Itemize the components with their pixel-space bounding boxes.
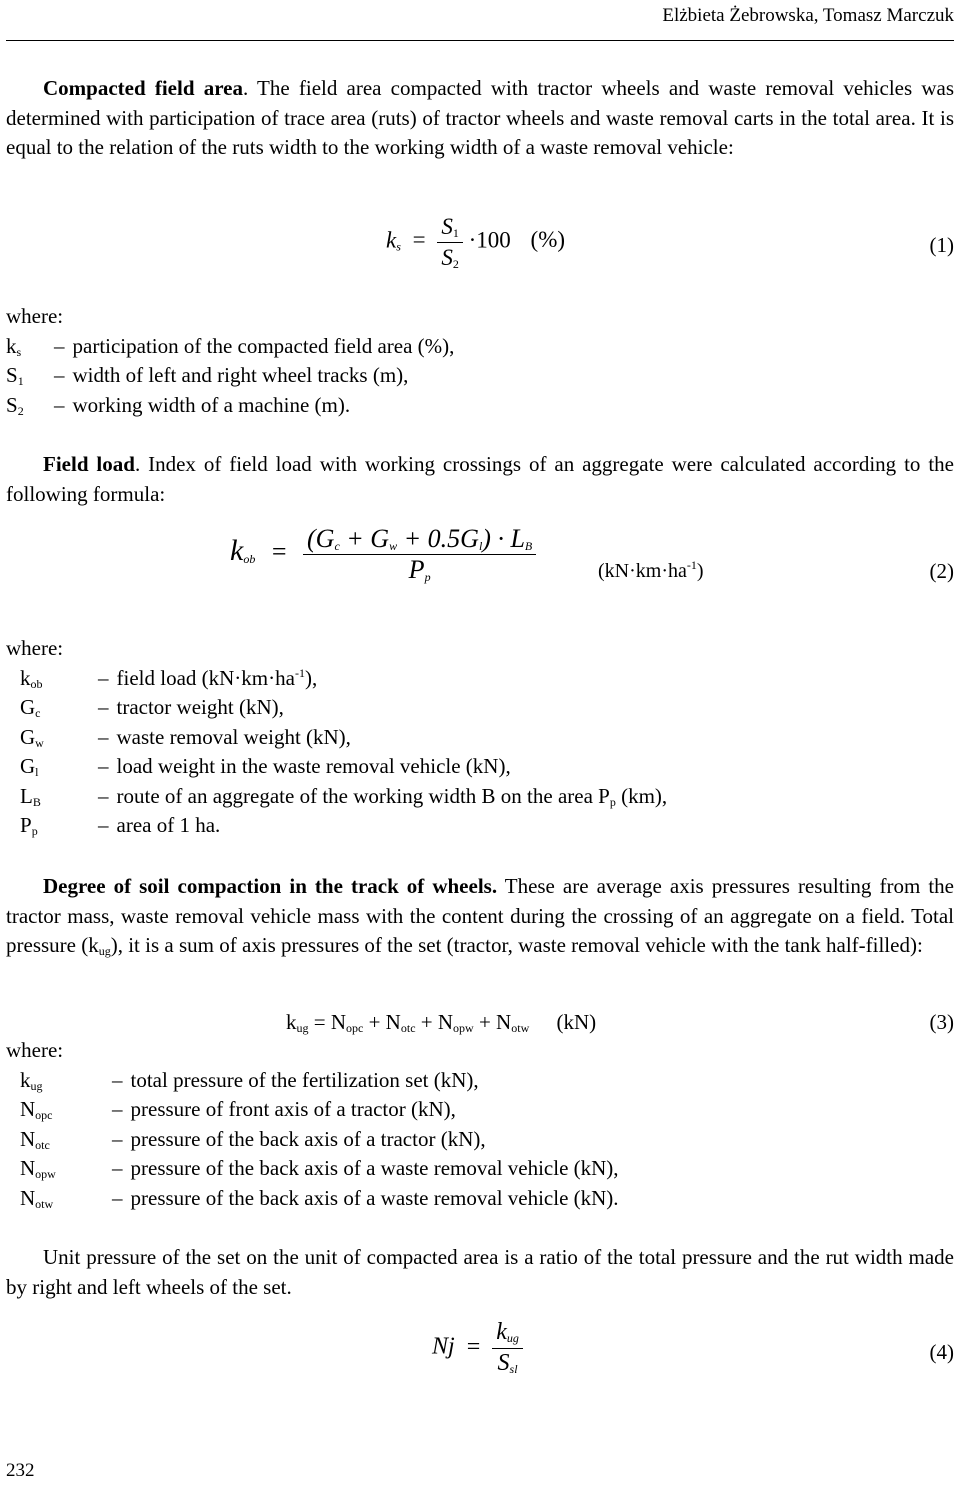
definitions-3 [6, 1036, 954, 1213]
definition-row: $k_s$ – participation of the compacted field area (%), [6, 333, 455, 359]
paragraph-soil-compaction: Degree of soil compaction in the track of wheels. These are average axis pressures resulting from the tractor mass, waste removal vehicle mass with the content during the crossing of an aggregate on a field. Total pressure $(k_{ug})$, it is a sum of axis pressures of the set (tractor, waste removal vehicle with the tank half-filled): [6, 874, 954, 958]
running-header: Elżbieta Żebrowska, Tomasz Marczuk [662, 5, 954, 26]
definition-row: $N_{opw}$ – pressure of the back axis of a waste removal vehicle (kN), [20, 1156, 619, 1181]
paragraph-text: . The field area compacted with tractor wheels and waste removal vehicles was determined with participation of trace area (ruts) of tractor wheels and waste removal carts in the total area. It is equal to the relation of the ruts width to the working width of a waste removal vehicle: [6, 76, 955, 159]
fraction: $\frac{(G_c + G_w + 0.5G_l) \cdot L_B}{P_p}$ [303, 524, 536, 584]
equation-number-3: (3) [929, 1010, 954, 1034]
section-heading: Field load [43, 452, 135, 476]
definition-row: $L_B$ – route of an aggregate of the working width B on the area $P_p$ (km), [20, 783, 668, 809]
definition-row: $k_{ob}$ – field load $(kN\cdot km\cdot ha^{-1})$, [20, 665, 318, 691]
equation-4: Nj = $\frac{k_{ug}}{S_{sl}}$ [432, 1318, 523, 1378]
equation-2: $k_{ob}$ = $\frac{(G_c + G_w + 0.5G_l) \cdot L_B}{P_p}$ [230, 524, 536, 584]
equation-number-2: (2) [929, 559, 954, 583]
definition-row: $N_{otw}$ – pressure of the back axis of a waste removal vehicle (kN). [20, 1185, 619, 1211]
section-heading: Degree of soil compaction in the track of wheels. [43, 874, 498, 898]
where-label: where: [6, 636, 64, 660]
section-heading: Compacted field area [43, 76, 243, 100]
equation-number-4: (4) [929, 1340, 954, 1364]
definition-row: $P_p$ – area of 1 ha. [20, 813, 221, 838]
where-label: where: [6, 304, 64, 328]
fraction: $\frac{k_{ug}}{S_{sl}}$ [492, 1318, 523, 1378]
page-number: 232 [6, 1460, 35, 1481]
equation-2-unit: $(kN\cdot km\cdot ha^{-1})$ [598, 558, 704, 582]
where-label: where: [6, 1038, 64, 1062]
definitions-1 [6, 302, 954, 420]
paragraph-compacted-field-area [6, 74, 954, 163]
paragraph-unit-pressure: Unit pressure of the set on the unit of compacted area is a ratio of the total pressure and the rut width made by right and left wheels of the set. [6, 1245, 954, 1299]
equation-1: $k_s$ = $\frac{S_1}{S_2}$ ·100 (%) [386, 214, 566, 271]
equation-number-1: (1) [929, 233, 954, 257]
definition-row: $S_2$ – working width of a machine (m). [6, 392, 351, 418]
definitions-2 [6, 634, 954, 841]
definition-row: $k_{ug}$ – total pressure of the fertilization set (kN), [20, 1067, 479, 1093]
header-rule [6, 40, 954, 41]
fraction: $\frac{S_1}{S_2}$ [437, 212, 463, 272]
paragraph-field-load: Field load. Index of field load with working crossings of an aggregate were calculated according to the following formula: [6, 452, 954, 506]
definition-row: $G_w$ – waste removal weight (kN), [20, 724, 351, 750]
definition-row: $S_1$ – width of left and right wheel tracks (m), [6, 363, 409, 388]
definition-row: $N_{opc}$ – pressure of front axis of a tractor (kN), [20, 1097, 456, 1122]
definition-row: $N_{otc}$ – pressure of the back axis of a tractor (kN), [20, 1126, 486, 1152]
definition-row: $G_l$ – load weight in the waste removal vehicle (kN), [20, 754, 511, 779]
definition-row: $G_c$ – tractor weight (kN), [20, 695, 284, 720]
equation-3: $k_{ug} = N_{opc} + N_{otc} + N_{opw} + N_{otw}$ (kN) [286, 1010, 597, 1035]
